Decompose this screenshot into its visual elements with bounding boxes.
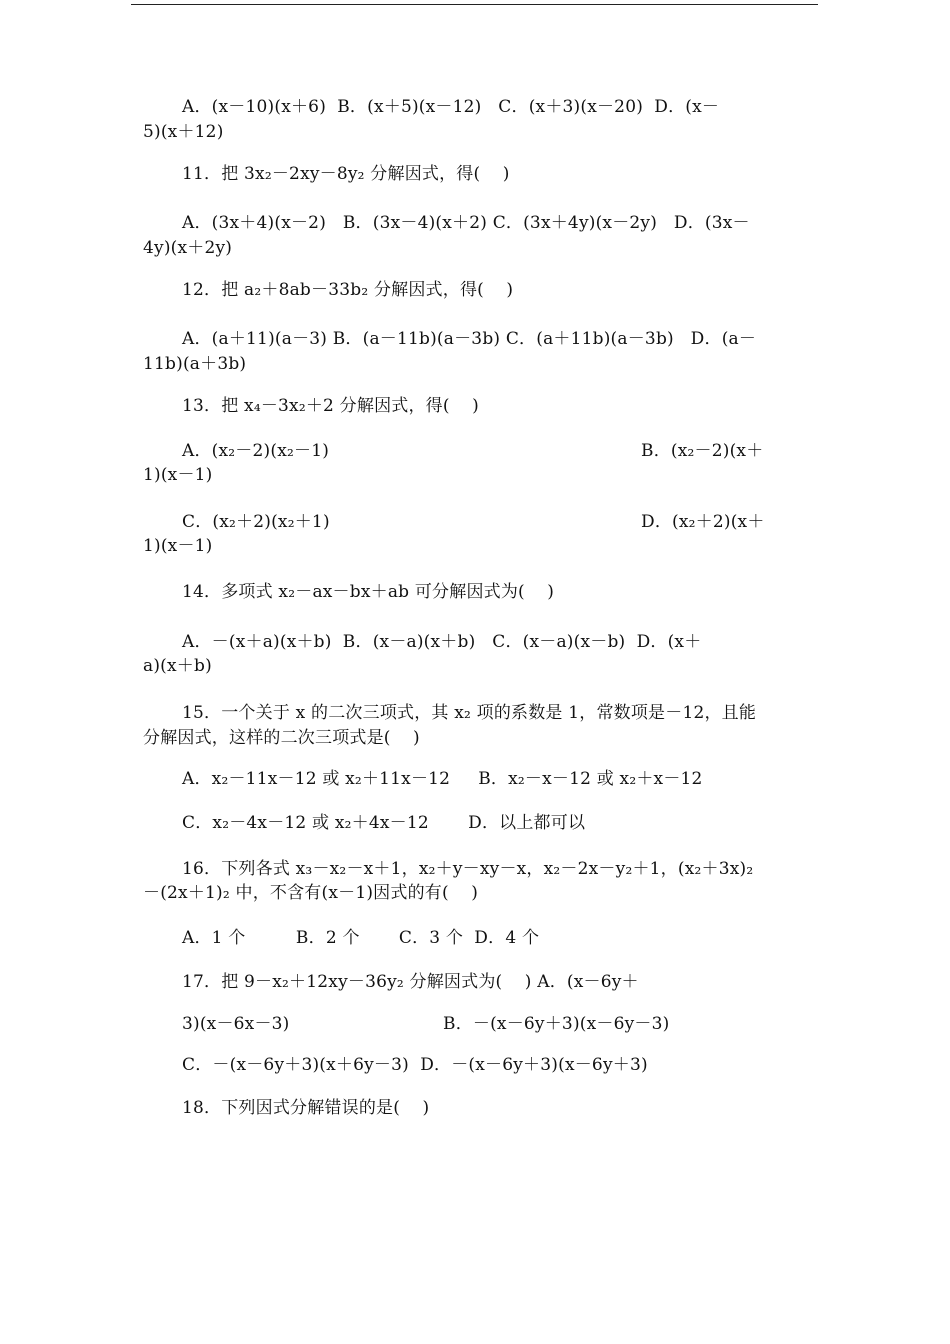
q14-options-wrap: a)(x＋b)	[143, 656, 212, 676]
q16-options: A．1 个 B．2 个 C．3 个 D．4 个	[182, 928, 540, 948]
q10-options-line: A．(x－10)(x＋6) B．(x＋5)(x－12) C．(x＋3)(x－20) D．(x－	[182, 97, 720, 117]
q11-options-wrap: 4y)(x＋2y)	[143, 238, 233, 258]
q10-options-wrap: 5)(x＋12)	[143, 122, 224, 142]
q17-option-a-wrap: 3)(x－6x－3)	[182, 1014, 290, 1034]
q15-stem: 15．一个关于 x 的二次三项式，其 x₂ 项的系数是 1，常数项是－12，且能	[182, 703, 757, 723]
q16-stem: 16．下列各式 x₃－x₂－x＋1，x₂＋y－xy－x，x₂－2x－y₂＋1，(x₂＋3x)₂	[182, 859, 754, 879]
q13-option-d: D．(x₂＋2)(x＋	[641, 512, 765, 532]
q17-options-cd: C．－(x－6y＋3)(x＋6y－3) D．－(x－6y＋3)(x－6y＋3)	[182, 1055, 648, 1075]
q14-stem: 14．多项式 x₂－ax－bx＋ab 可分解因式为( )	[182, 582, 555, 602]
q12-options-line: A．(a＋11)(a－3) B．(a－11b)(a－3b) C．(a＋11b)(a－3b) D．(a－	[182, 329, 757, 349]
q13-option-a: A．(x₂－2)(x₂－1)	[182, 441, 330, 461]
q13-option-c: C．(x₂＋2)(x₂＋1)	[182, 512, 330, 532]
q13-stem: 13．把 x₄－3x₂＋2 分解因式，得( )	[182, 396, 479, 416]
q14-options-line: A．－(x＋a)(x＋b) B．(x－a)(x＋b) C．(x－a)(x－b) D．(x＋	[182, 632, 702, 652]
header-rule	[131, 4, 818, 5]
q13-option-d-wrap: 1)(x－1)	[143, 536, 213, 556]
q13-option-b-wrap: 1)(x－1)	[143, 465, 213, 485]
q11-stem: 11．把 3x₂－2xy－8y₂ 分解因式，得( )	[182, 164, 510, 184]
q18-stem: 18．下列因式分解错误的是( )	[182, 1098, 430, 1118]
q11-options-line: A．(3x＋4)(x－2) B．(3x－4)(x＋2) C．(3x＋4y)(x－2y) D．(3x－	[182, 213, 750, 233]
q12-options-wrap: 11b)(a＋3b)	[143, 354, 247, 374]
q16-stem-wrap: －(2x＋1)₂ 中，不含有(x－1)因式的有( )	[143, 883, 479, 903]
q15-stem-wrap: 分解因式，这样的二次三项式是( )	[143, 728, 420, 748]
q13-option-b: B．(x₂－2)(x＋	[641, 441, 764, 461]
q17-option-b: B．－(x－6y＋3)(x－6y－3)	[443, 1014, 670, 1034]
q12-stem: 12．把 a₂＋8ab－33b₂ 分解因式，得( )	[182, 280, 514, 300]
q15-options-ab: A．x₂－11x－12 或 x₂＋11x－12 B．x₂－x－12 或 x₂＋x－12	[182, 769, 703, 789]
q15-options-cd: C．x₂－4x－12 或 x₂＋4x－12 D．以上都可以	[182, 813, 586, 833]
q17-stem: 17．把 9－x₂＋12xy－36y₂ 分解因式为( ) A．(x－6y＋	[182, 972, 639, 992]
